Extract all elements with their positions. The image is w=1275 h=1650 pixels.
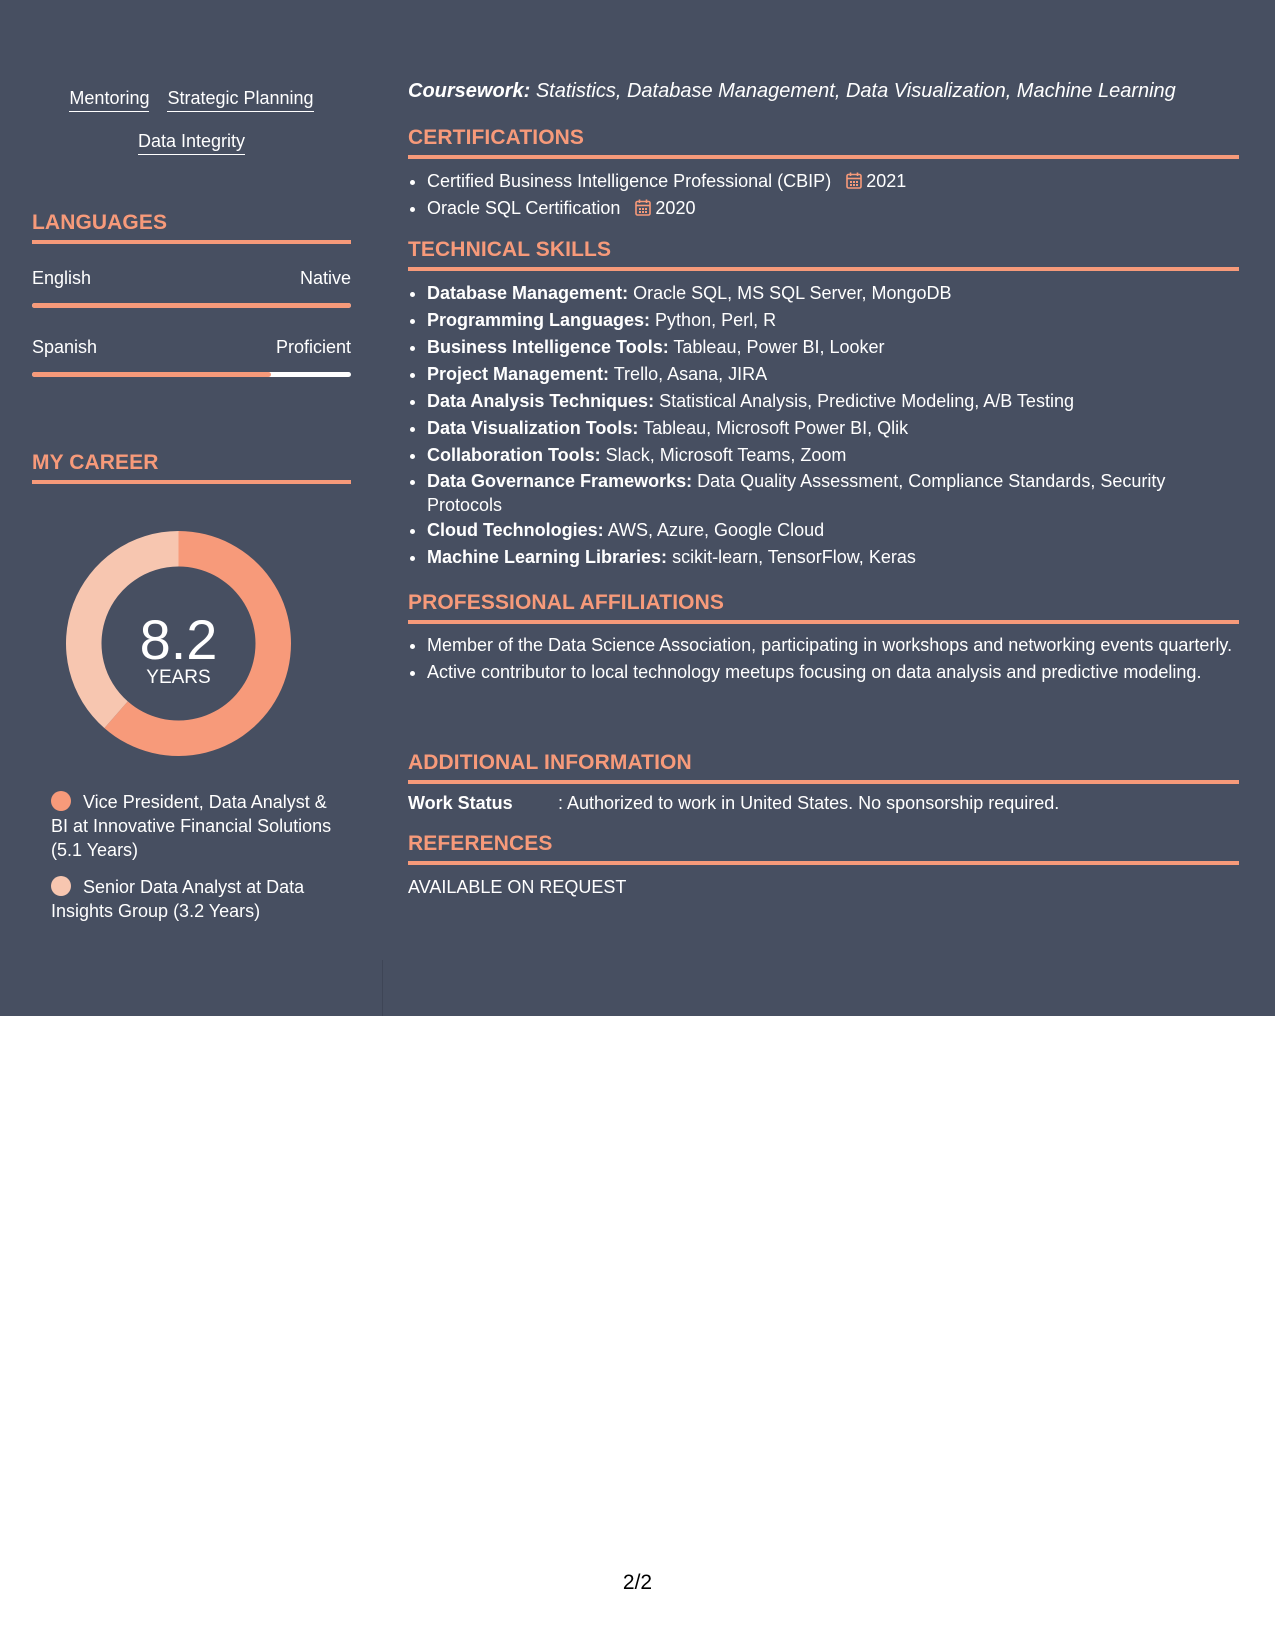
career-years-label: YEARS — [146, 667, 211, 688]
language-proficiency-fill — [32, 372, 271, 377]
work-status-value: : Authorized to work in United States. No sponsorship required. — [558, 793, 1060, 813]
skill-value: Statistical Analysis, Predictive Modeling, A/B Testing — [659, 391, 1074, 411]
certification-item — [427, 195, 1239, 222]
skill-item — [427, 280, 1239, 307]
references-heading: REFERENCES — [408, 832, 1239, 865]
certification-name: Oracle SQL Certification — [427, 198, 621, 218]
additional-info-heading: ADDITIONAL INFORMATION — [408, 751, 1239, 784]
work-status-row — [408, 793, 1239, 814]
skill-label: Collaboration Tools: — [427, 445, 601, 465]
skill-value: scikit-learn, TensorFlow, Keras — [672, 547, 916, 567]
language-level: Native — [299, 268, 351, 288]
languages-heading: LANGUAGES — [32, 211, 351, 244]
column-divider — [382, 960, 383, 1016]
language-name: English — [32, 268, 92, 288]
skill-label: Data Analysis Techniques: — [427, 391, 655, 411]
certifications-section — [408, 126, 1239, 222]
skill-tag: Strategic Planning — [167, 88, 313, 112]
certification-year: 2021 — [866, 171, 907, 191]
career-role-text: Senior Data Analyst at Data Insights Group (3.2 Years) — [51, 877, 305, 921]
skill-item — [427, 544, 1239, 571]
legend-dot-icon — [51, 791, 71, 811]
skill-item — [427, 334, 1239, 361]
skill-label: Database Management: — [427, 283, 629, 303]
skill-item — [427, 307, 1239, 334]
skill-item — [427, 442, 1239, 469]
skill-label: Project Management: — [427, 364, 610, 384]
language-proficiency-fill — [32, 303, 351, 308]
skill-item — [427, 517, 1239, 544]
skill-tag: Data Integrity — [138, 131, 245, 155]
skill-tag: Mentoring — [69, 88, 149, 112]
technical-skills-list — [408, 280, 1239, 571]
work-status-label: Work Status — [408, 793, 513, 813]
skill-item — [427, 361, 1239, 388]
skill-tags-row-1 — [32, 88, 351, 112]
skill-value: Data Quality Assessment, Compliance Standards, Security Protocols — [427, 471, 1166, 515]
skill-tags — [32, 88, 351, 174]
affiliations-section — [408, 591, 1239, 687]
career-role-item — [51, 875, 341, 923]
skill-value: Slack, Microsoft Teams, Zoom — [605, 445, 847, 465]
calendar-icon — [635, 199, 651, 216]
certifications-list — [408, 168, 1239, 222]
career-role-text: Vice President, Data Analyst & BI at Innovative Financial Solutions (5.1 Years) — [51, 792, 332, 860]
coursework-line — [408, 80, 1176, 103]
career-heading: MY CAREER — [32, 451, 351, 484]
skill-label: Cloud Technologies: — [427, 520, 604, 540]
calendar-icon — [846, 172, 862, 189]
legend-dot-icon — [51, 876, 71, 896]
certification-year: 2020 — [655, 198, 696, 218]
career-total-years: 8.2 — [139, 608, 218, 671]
coursework-text: Statistics, Database Management, Data Visualization, Machine Learning — [535, 80, 1176, 102]
skill-label: Programming Languages: — [427, 310, 651, 330]
affiliation-item: • Member of the Data Science Association, participating in workshops and networking events quarterly. — [427, 633, 1239, 657]
skill-value: Trello, Asana, JIRA — [613, 364, 768, 384]
skill-value: AWS, Azure, Google Cloud — [607, 520, 825, 540]
skill-label: Machine Learning Libraries: — [427, 547, 668, 567]
coursework-label: Coursework: — [408, 80, 531, 102]
career-role-item — [51, 790, 341, 862]
technical-skills-heading: TECHNICAL SKILLS — [408, 238, 1239, 271]
skill-value: Tableau, Power BI, Looker — [673, 337, 885, 357]
career-legend — [51, 790, 341, 936]
language-proficiency-bar — [32, 372, 351, 377]
language-name: Spanish — [32, 337, 98, 357]
references-section — [408, 832, 1239, 898]
certification-item — [427, 168, 1239, 195]
skill-item — [427, 388, 1239, 415]
page-number: 2/2 — [622, 1571, 653, 1594]
certifications-heading: CERTIFICATIONS — [408, 126, 1239, 159]
career-donut-chart — [66, 531, 291, 756]
affiliations-heading: PROFESSIONAL AFFILIATIONS — [408, 591, 1239, 624]
skill-value: Oracle SQL, MS SQL Server, MongoDB — [633, 283, 952, 303]
skill-label: Business Intelligence Tools: — [427, 337, 669, 357]
language-item-english — [32, 268, 351, 308]
skill-item — [427, 469, 1239, 517]
language-proficiency-bar — [32, 303, 351, 308]
affiliation-item: • Active contributor to local technology meetups focusing on data analysis and predictive modeling. — [427, 660, 1239, 684]
additional-info-section — [408, 751, 1239, 814]
technical-skills-section — [408, 238, 1239, 571]
skill-value: Python, Perl, R — [655, 310, 777, 330]
affiliations-list — [408, 633, 1239, 684]
language-level: Proficient — [275, 337, 351, 357]
skill-tags-row-2 — [32, 131, 351, 155]
references-text: AVAILABLE ON REQUEST — [408, 877, 627, 897]
skill-item — [427, 415, 1239, 442]
skill-label: Data Visualization Tools: — [427, 418, 639, 438]
certification-name: Certified Business Intelligence Professional (CBIP) — [427, 171, 832, 191]
language-item-spanish — [32, 337, 351, 377]
skill-label: Data Governance Frameworks: — [427, 471, 693, 491]
skill-value: Tableau, Microsoft Power BI, Qlik — [643, 418, 909, 438]
